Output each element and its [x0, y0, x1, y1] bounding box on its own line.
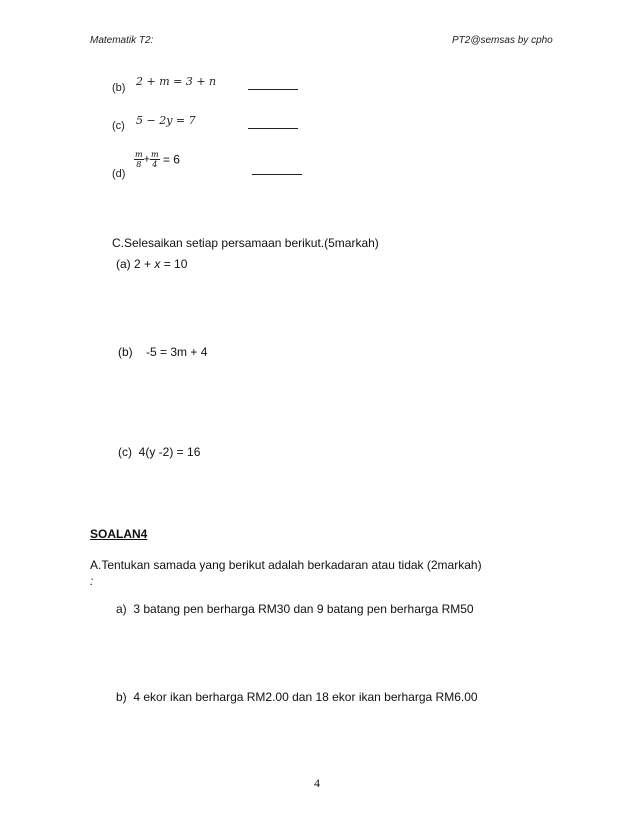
item-c-equation: 5 − 2y = 7	[136, 114, 196, 127]
instruction-colon: :	[90, 574, 94, 588]
page-number: 4	[314, 776, 320, 790]
soalan4-item-b: b) 4 ekor ikan berharga RM2.00 dan 18 ekor ikan berharga RM6.00	[116, 690, 478, 704]
item-b-label: (b)	[112, 82, 126, 94]
item-d-label: (d)	[112, 168, 126, 180]
answer-blank-c	[248, 128, 298, 129]
item-b-equation: 2 + m = 3 + n	[136, 75, 217, 88]
section-instruction: A.Tentukan samada yang berikut adalah berkadaran atau tidak (2markah)	[90, 558, 482, 572]
part-c-item-a: (a) 2 + x = 10	[116, 257, 188, 271]
soalan4-item-a: a) 3 batang pen berharga RM30 dan 9 batang pen berharga RM50	[116, 602, 474, 616]
section-title: SOALAN4	[90, 527, 148, 541]
answer-blank-b	[248, 89, 298, 90]
fraction-m-over-8: $\frac{m}{8}$	[135, 150, 143, 169]
item-d-equation: $\frac{m}{8}$ + $\frac{m}{4}$ = 6	[135, 150, 180, 169]
fraction-m-over-4: $\frac{m}{4}$	[151, 150, 159, 169]
answer-blank-d	[252, 174, 302, 175]
header-right: PT2@semsas by cpho	[452, 35, 553, 46]
header-left: Matematik T2:	[90, 35, 154, 46]
part-c-item-c: (c) 4(y -2) = 16	[118, 445, 201, 459]
part-c-item-b: (b) -5 = 3m + 4	[118, 345, 208, 359]
part-c-heading: C.Selesaikan setiap persamaan berikut.(5markah)	[112, 236, 379, 250]
item-c-label: (c)	[112, 120, 125, 132]
